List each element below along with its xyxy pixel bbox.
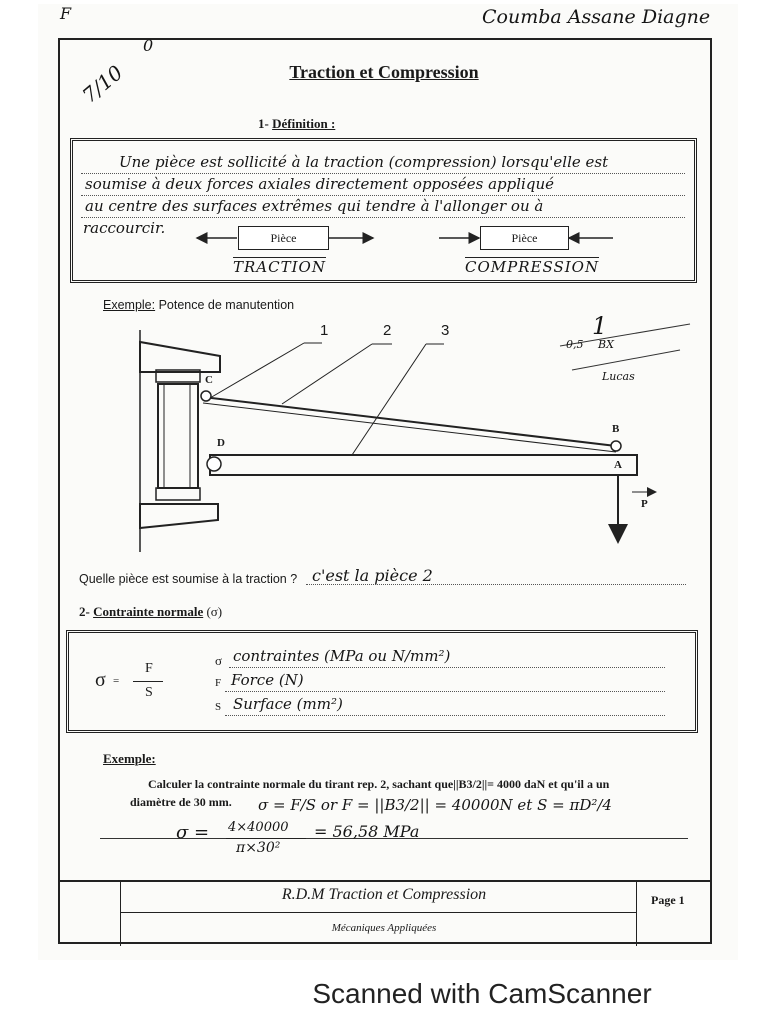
page-title: Traction et Compression xyxy=(289,62,479,82)
callout-3: 3 xyxy=(441,322,450,339)
example-text: Potence de manutention xyxy=(158,298,295,312)
work-line-1: σ = F/S or F = ||B3/2|| = 40000N et S = πD²/4 xyxy=(258,796,612,814)
pin-d xyxy=(207,457,221,471)
statement-line-1: Calculer la contrainte normale du tirant rep. 2, sachant que||B3/2||= 4000 daN et qu'il a un xyxy=(148,777,610,791)
compression-label: COMPRESSION xyxy=(465,258,600,276)
example-2-heading: Exemple: xyxy=(103,751,156,766)
footer-subtitle: Mécaniques Appliquées xyxy=(331,922,437,934)
def-value-s: Surface (mm²) xyxy=(233,695,343,713)
def-label-sigma: σ xyxy=(215,653,223,668)
callout-1: 1 xyxy=(320,322,329,339)
callout-line-2 xyxy=(282,344,372,404)
def-label-s: S xyxy=(215,701,222,713)
definition-line-1: Une pièce est sollicité à la traction (compression) lorsqu'elle est xyxy=(119,153,609,171)
callout-2: 2 xyxy=(383,322,392,339)
margin-note-3: BX xyxy=(598,338,614,351)
compression-piece-box: Pièce xyxy=(480,226,569,250)
def-value-sigma: contraintes (MPa ou N/mm²) xyxy=(233,647,451,665)
pin-c xyxy=(201,391,211,401)
formula-box xyxy=(66,630,698,733)
definition-line-4: raccourcir. xyxy=(83,219,166,237)
camscanner-watermark: Scanned with CamScanner xyxy=(312,978,652,1009)
definition-line-3: au centre des surfaces extrêmes qui tendre à l'allonger ou à xyxy=(85,197,544,215)
section-2-symbol: (σ) xyxy=(206,604,223,619)
section-2-number: 2- xyxy=(79,604,90,619)
callout-line-1 xyxy=(210,343,304,398)
example-prefix: Exemple: xyxy=(103,298,156,312)
margin-note-1: 1 xyxy=(592,312,608,340)
work-sigma: σ = xyxy=(176,822,210,843)
point-d-label: D xyxy=(217,437,225,449)
definition-line-2: soumise à deux forces axiales directement opposées appliqué xyxy=(85,175,554,193)
def-value-f: Force (N) xyxy=(231,671,304,689)
traction-piece-box: Pièce xyxy=(238,226,329,250)
formula-denominator: S xyxy=(145,685,153,700)
corner-mark: F xyxy=(60,4,72,23)
traction-question xyxy=(79,572,297,586)
grade-mark: 7/10 xyxy=(77,60,128,108)
margin-note-4: Lucas xyxy=(602,370,635,383)
point-a-label: A xyxy=(614,459,622,471)
point-c-label: C xyxy=(205,374,213,386)
callout-line-3 xyxy=(352,344,426,455)
footer-title: R.D.M Traction et Compression xyxy=(281,886,487,903)
tie-rod xyxy=(203,397,616,446)
point-b-label: B xyxy=(612,423,620,435)
section-1-title: Définition : xyxy=(272,116,336,131)
page-number: Page 1 xyxy=(651,893,685,907)
question-answer: c'est la pièce 2 xyxy=(312,566,433,585)
boom xyxy=(210,455,637,475)
point-p-label: P xyxy=(641,498,648,510)
formula-sigma: σ xyxy=(95,669,106,691)
traction-label: TRACTION xyxy=(233,258,326,276)
zero-mark: 0 xyxy=(143,36,154,55)
def-label-f: F xyxy=(215,677,222,689)
work-numerator: 4×40000 xyxy=(228,820,289,835)
column-bottom-flange xyxy=(156,488,200,500)
formula-equals: = xyxy=(113,675,120,687)
work-denominator: π×30² xyxy=(236,840,281,856)
pin-b xyxy=(611,441,621,451)
section-2-heading xyxy=(79,604,222,620)
section-2-title: Contrainte normale xyxy=(93,604,204,619)
question-text: Quelle pièce est soumise à la traction ? xyxy=(79,572,298,586)
student-name: Coumba Assane Diagne xyxy=(482,6,711,28)
wall-plate-top xyxy=(140,342,220,372)
work-result: = 56,58 MPa xyxy=(314,822,420,841)
wall-plate-bottom xyxy=(140,504,218,528)
formula-numerator: F xyxy=(145,661,153,676)
statement-line-2: diamètre de 30 mm. xyxy=(130,795,232,809)
section-1-number: 1- xyxy=(258,116,269,131)
margin-note-2: 0,5 xyxy=(566,338,584,351)
